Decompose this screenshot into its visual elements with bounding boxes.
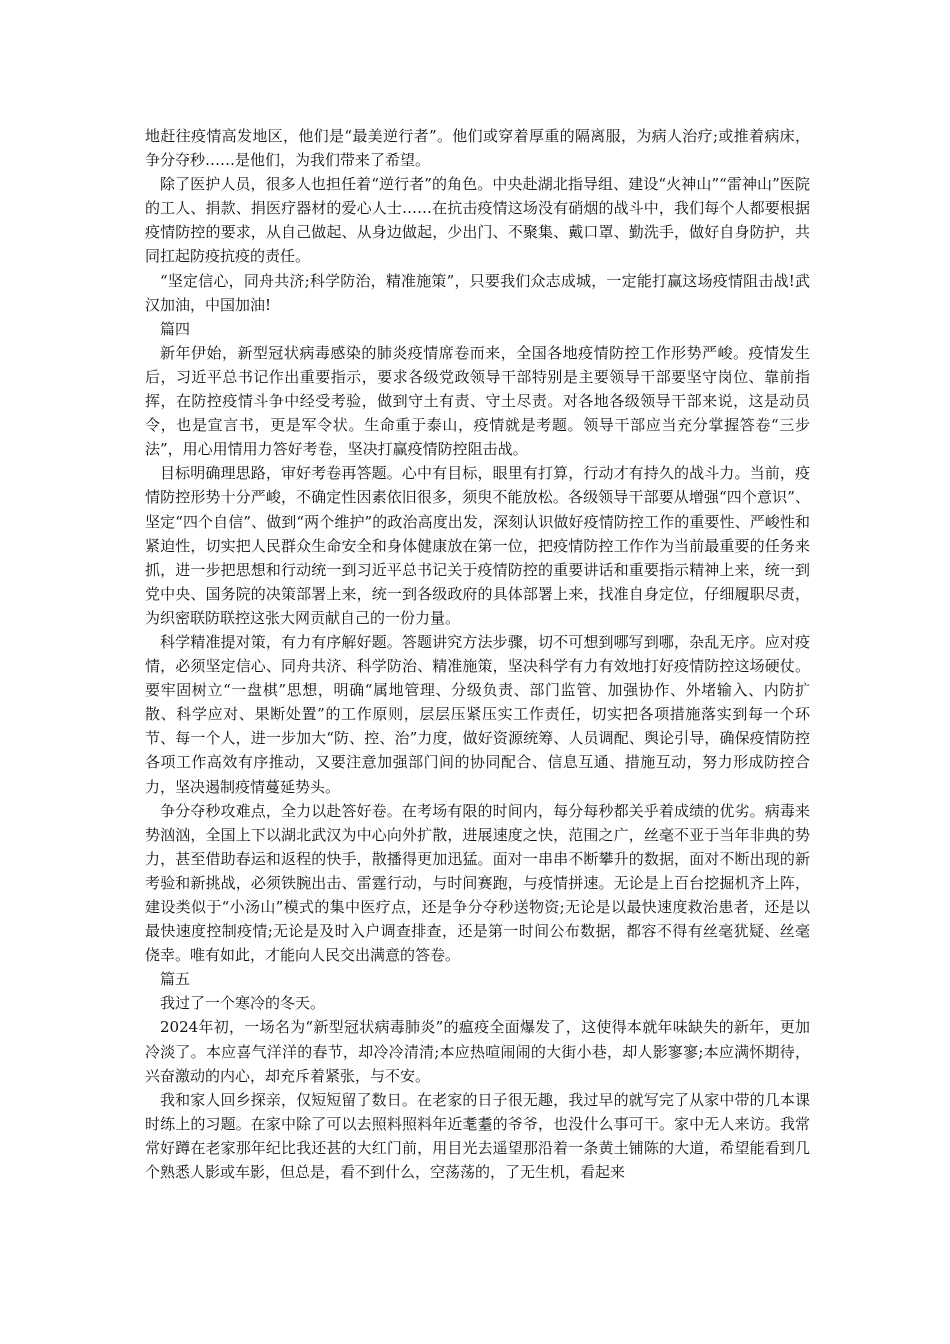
paragraph: 2024年初，一场名为“新型冠状病毒肺炎”的瘟疫全面爆发了，这使得本就年味缺失的新年，更加冷淡了。本应喜气洋洋的春节，却冷冷清清;本应热喧闹闹的大街小巷，却人影寥寥;本应满怀期待，兴奋激动的内心，却充斥着紧张，与不安。	[145, 1018, 810, 1085]
paragraph: 地赶往疫情高发地区，他们是“最美逆行者”。他们或穿着厚重的隔离服，为病人治疗;或推着病床，争分夺秒……是他们，为我们带来了希望。	[145, 127, 810, 170]
paragraph: 目标明确理思路，审好考卷再答题。心中有目标，眼里有打算，行动才有持久的战斗力。当前，疫情防控形势十分严峻，不确定性因素依旧很多，须臾不能放松。各级领导干部要从增强“四个意识”、坚定“四个自信”、做到“两个维护”的政治高度出发，深刻认识做好疫情防控工作的重要性、严峻性和紧迫性，切实把人民群众生命安全和身体健康放在第一位，把疫情防控工作作为当前最重要的任务来抓，进一步把思想和行动统一到习近平总书记关于疫情防控的重要讲话和重要指示精神上来，统一到党中央、国务院的决策部署上来，统一到各级政府的具体部署上来，找准自身定位，仔细履职尽责，为织密联防联控这张大网贡献自己的一份力量。	[145, 464, 810, 627]
section-heading: 篇四	[160, 319, 191, 338]
document-body	[145, 124, 810, 1184]
paragraph: 科学精准提对策，有力有序解好题。答题讲究方法步骤，切不可想到哪写到哪，杂乱无序。应对疫情，必须坚定信心、同舟共济、科学防治、精准施策，坚决科学有力有效地打好疫情防控这场硬仗。要牢固树立“一盘棋”思想，明确“属地管理、分级负责、部门监管、加强协作、外堵输入、内防扩散、科学应对、果断处置”的工作原则，层层压紧压实工作责任，切实把各项措施落实到每一个环节、每一个人，进一步加大“防、控、治”力度，做好资源统筹、人员调配、舆论引导，确保疫情防控各项工作高效有序推动，又要注意加强部门间的协同配合、信息互通、措施互动，努力形成防控合力，坚决遏制疫情蔓延势头。	[145, 632, 810, 796]
paragraph: “坚定信心，同舟共济;科学防治，精准施策”，只要我们众志成城，一定能打赢这场疫情阻击战!武汉加油，中国加油!	[145, 271, 810, 314]
paragraph: 争分夺秒攻难点，全力以赴答好卷。在考场有限的时间内，每分每秒都关乎着成绩的优劣。病毒来势汹汹，全国上下以湖北武汉为中心向外扩散，进展速度之快，范围之广，丝毫不亚于当年非典的势力，甚至借助春运和返程的快手，散播得更加迅猛。面对一串串不断攀升的数据，面对不断出现的新考验和新挑战，必须铁腕出击、雷霆行动，与时间赛跑，与疫情拼速。无论是上百台挖掘机齐上阵，建设类似于“小汤山”模式的集中医疗点，还是争分夺秒送物资;无论是以最快速度救治患者，还是以最快速度控制疫情;无论是及时入户调查排查，还是第一时间公布数据，都容不得有丝毫犹疑、丝毫侥幸。唯有如此，才能向人民交出满意的答卷。	[145, 801, 810, 965]
paragraph: 除了医护人员，很多人也担任着“逆行者”的角色。中央赴湖北指导组、建设“火神山”“雷神山”医院的工人、捐款、捐医疗器材的爱心人士……在抗击疫情这场没有硝烟的战斗中，我们每个人都要根据疫情防控的要求，从自己做起、从身边做起，少出门、不聚集、戴口罩、勤洗手，做好自身防护，共同扛起防疫抗疫的责任。	[145, 175, 810, 266]
paragraph: 我过了一个寒冷的冬天。	[160, 994, 326, 1013]
paragraph: 新年伊始，新型冠状病毒感染的肺炎疫情席卷而来，全国各地疫情防控工作形势严峻。疫情发生后，习近平总书记作出重要指示，要求各级党政领导干部特别是主要领导干部要坚守岗位、靠前指挥，在防控疫情斗争中经受考验，做到守土有责、守土尽责。对各地各级领导干部来说，这是动员令，也是宣言书，更是军令状。生命重于泰山，疫情就是考题。领导干部应当充分掌握答卷“三步法”，用心用情用力答好考卷，坚决打赢疫情防控阻击战。	[145, 343, 810, 459]
section-heading: 篇五	[160, 970, 191, 989]
paragraph: 我和家人回乡探亲，仅短短留了数日。在老家的日子很无趣，我过早的就写完了从家中带的几本课时练上的习题。在家中除了可以去照料照料年近耄耋的爷爷，也没什么事可干。家中无人来访。我常常好蹲在老家那年纪比我还甚的大红门前，用目光去遥望那沿着一条黄土铺陈的大道，希望能看到几个熟悉人影或车影，但总是，看不到什么，空荡荡的，了无生机，看起来	[145, 1090, 810, 1182]
